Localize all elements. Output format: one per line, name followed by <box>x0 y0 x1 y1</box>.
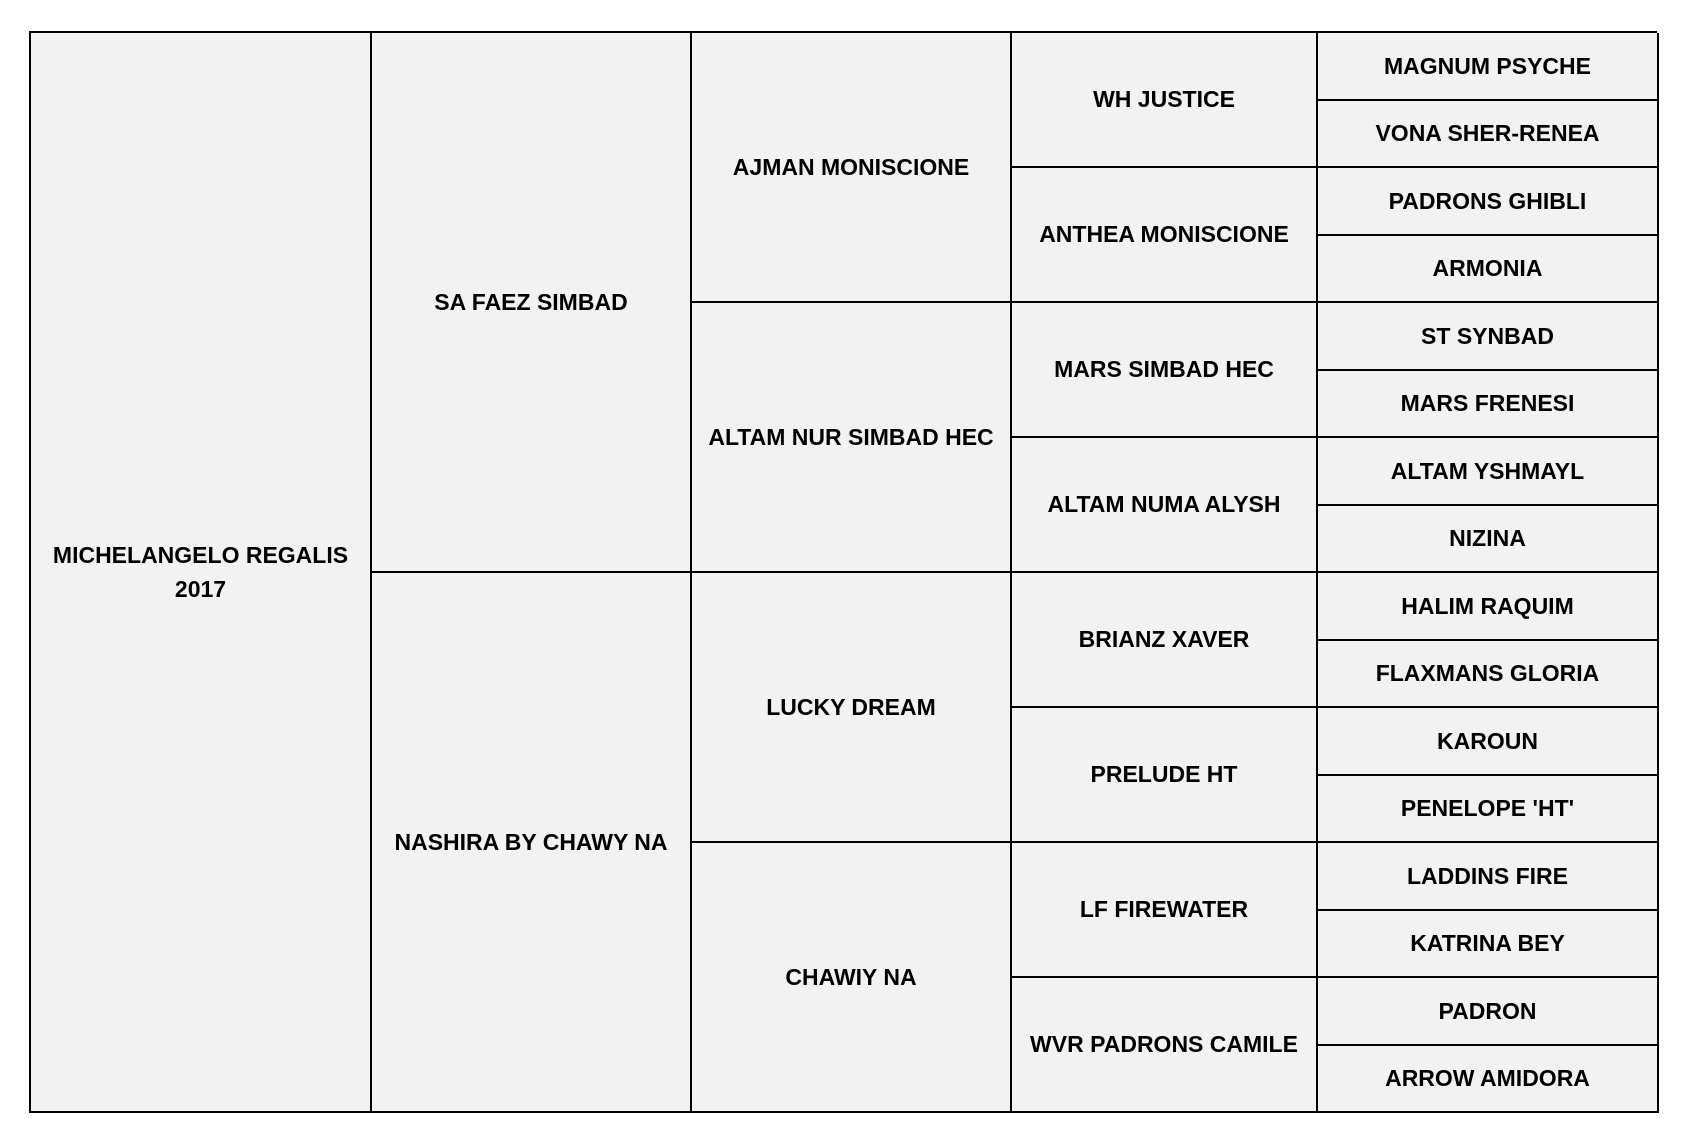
great-great-grandparent-cell <box>1318 168 1659 236</box>
great-great-grandparent-cell <box>1318 776 1659 844</box>
great-great-grandparent-cell <box>1318 33 1659 101</box>
grandparent-name: ALTAM NUR SIMBAD HEC <box>708 423 994 450</box>
great-grandparent-name: WH JUSTICE <box>1093 86 1235 113</box>
grandparent-name: CHAWIY NA <box>785 963 917 990</box>
great-great-grandparent-name: HALIM RAQUIM <box>1401 592 1574 619</box>
grandparent-cell <box>692 573 1012 843</box>
great-great-grandparent-name: ALTAM YSHMAYL <box>1390 457 1585 484</box>
great-great-grandparent-name: KATRINA BEY <box>1410 930 1565 956</box>
great-great-grandparent-name: MARS FRENESI <box>1400 390 1575 416</box>
great-grandparent-cell <box>1012 168 1318 303</box>
great-great-grandparent-cell <box>1318 978 1659 1046</box>
great-great-grandparent-cell <box>1318 303 1659 371</box>
subject-cell <box>31 33 372 1113</box>
great-great-grandparent-cell <box>1318 843 1659 911</box>
dam-name: NASHIRA BY CHAWY NA <box>394 828 668 855</box>
great-great-grandparent-cell <box>1318 573 1659 641</box>
great-grandparent-cell <box>1012 438 1318 573</box>
great-great-grandparent-name: VONA SHER-RENEA <box>1375 120 1600 146</box>
great-great-grandparent-name: PADRONS GHIBLI <box>1388 187 1587 214</box>
great-great-grandparent-cell <box>1318 438 1659 506</box>
great-great-grandparent-cell <box>1318 371 1659 439</box>
great-great-grandparent-cell <box>1318 1046 1659 1114</box>
great-grandparent-cell <box>1012 573 1318 708</box>
great-grandparent-cell <box>1012 303 1318 438</box>
great-great-grandparent-name: ARMONIA <box>1432 255 1543 281</box>
grandparent-name: AJMAN MONISCIONE <box>732 153 970 180</box>
great-grandparent-cell <box>1012 843 1318 978</box>
great-grandparent-name: LF FIREWATER <box>1079 896 1249 923</box>
great-grandparent-name: ALTAM NUMA ALYSH <box>1047 491 1281 518</box>
great-great-grandparent-name: NIZINA <box>1449 525 1526 551</box>
great-grandparent-name: PRELUDE HT <box>1090 761 1238 788</box>
grandparent-cell <box>692 843 1012 1113</box>
great-great-grandparent-name: MAGNUM PSYCHE <box>1383 52 1591 79</box>
subject-name: MICHELANGELO REGALIS <box>52 541 349 568</box>
great-great-grandparent-name: PADRON <box>1438 997 1537 1024</box>
great-great-grandparent-name: ARROW AMIDORA <box>1385 1065 1590 1091</box>
great-great-grandparent-name: FLAXMANS GLORIA <box>1375 660 1600 686</box>
great-great-grandparent-cell <box>1318 708 1659 776</box>
great-great-grandparent-cell <box>1318 506 1659 574</box>
great-great-grandparent-cell <box>1318 236 1659 304</box>
great-great-grandparent-name: ST SYNBAD <box>1421 322 1554 349</box>
grandparent-cell <box>692 33 1012 303</box>
grandparent-name: LUCKY DREAM <box>766 693 936 720</box>
great-grandparent-name: BRIANZ XAVER <box>1078 626 1250 653</box>
great-great-grandparent-name: LADDINS FIRE <box>1407 862 1568 889</box>
dam-cell <box>372 573 692 1113</box>
great-grandparent-name: WVR PADRONS CAMILE <box>1030 1031 1298 1058</box>
grandparent-cell <box>692 303 1012 573</box>
great-grandparent-cell <box>1012 978 1318 1113</box>
great-grandparent-name: MARS SIMBAD HEC <box>1054 356 1274 383</box>
sire-cell <box>372 33 692 573</box>
great-great-grandparent-cell <box>1318 641 1659 709</box>
great-grandparent-name: ANTHEA MONISCIONE <box>1039 221 1289 248</box>
subject-year: 2017 <box>174 576 227 602</box>
pedigree-chart <box>29 31 1657 1113</box>
great-great-grandparent-name: PENELOPE 'HT' <box>1400 795 1575 821</box>
great-grandparent-cell <box>1012 708 1318 843</box>
great-great-grandparent-cell <box>1318 911 1659 979</box>
sire-name: SA FAEZ SIMBAD <box>434 288 628 315</box>
great-great-grandparent-cell <box>1318 101 1659 169</box>
great-great-grandparent-name: KAROUN <box>1437 727 1538 754</box>
great-grandparent-cell <box>1012 33 1318 168</box>
